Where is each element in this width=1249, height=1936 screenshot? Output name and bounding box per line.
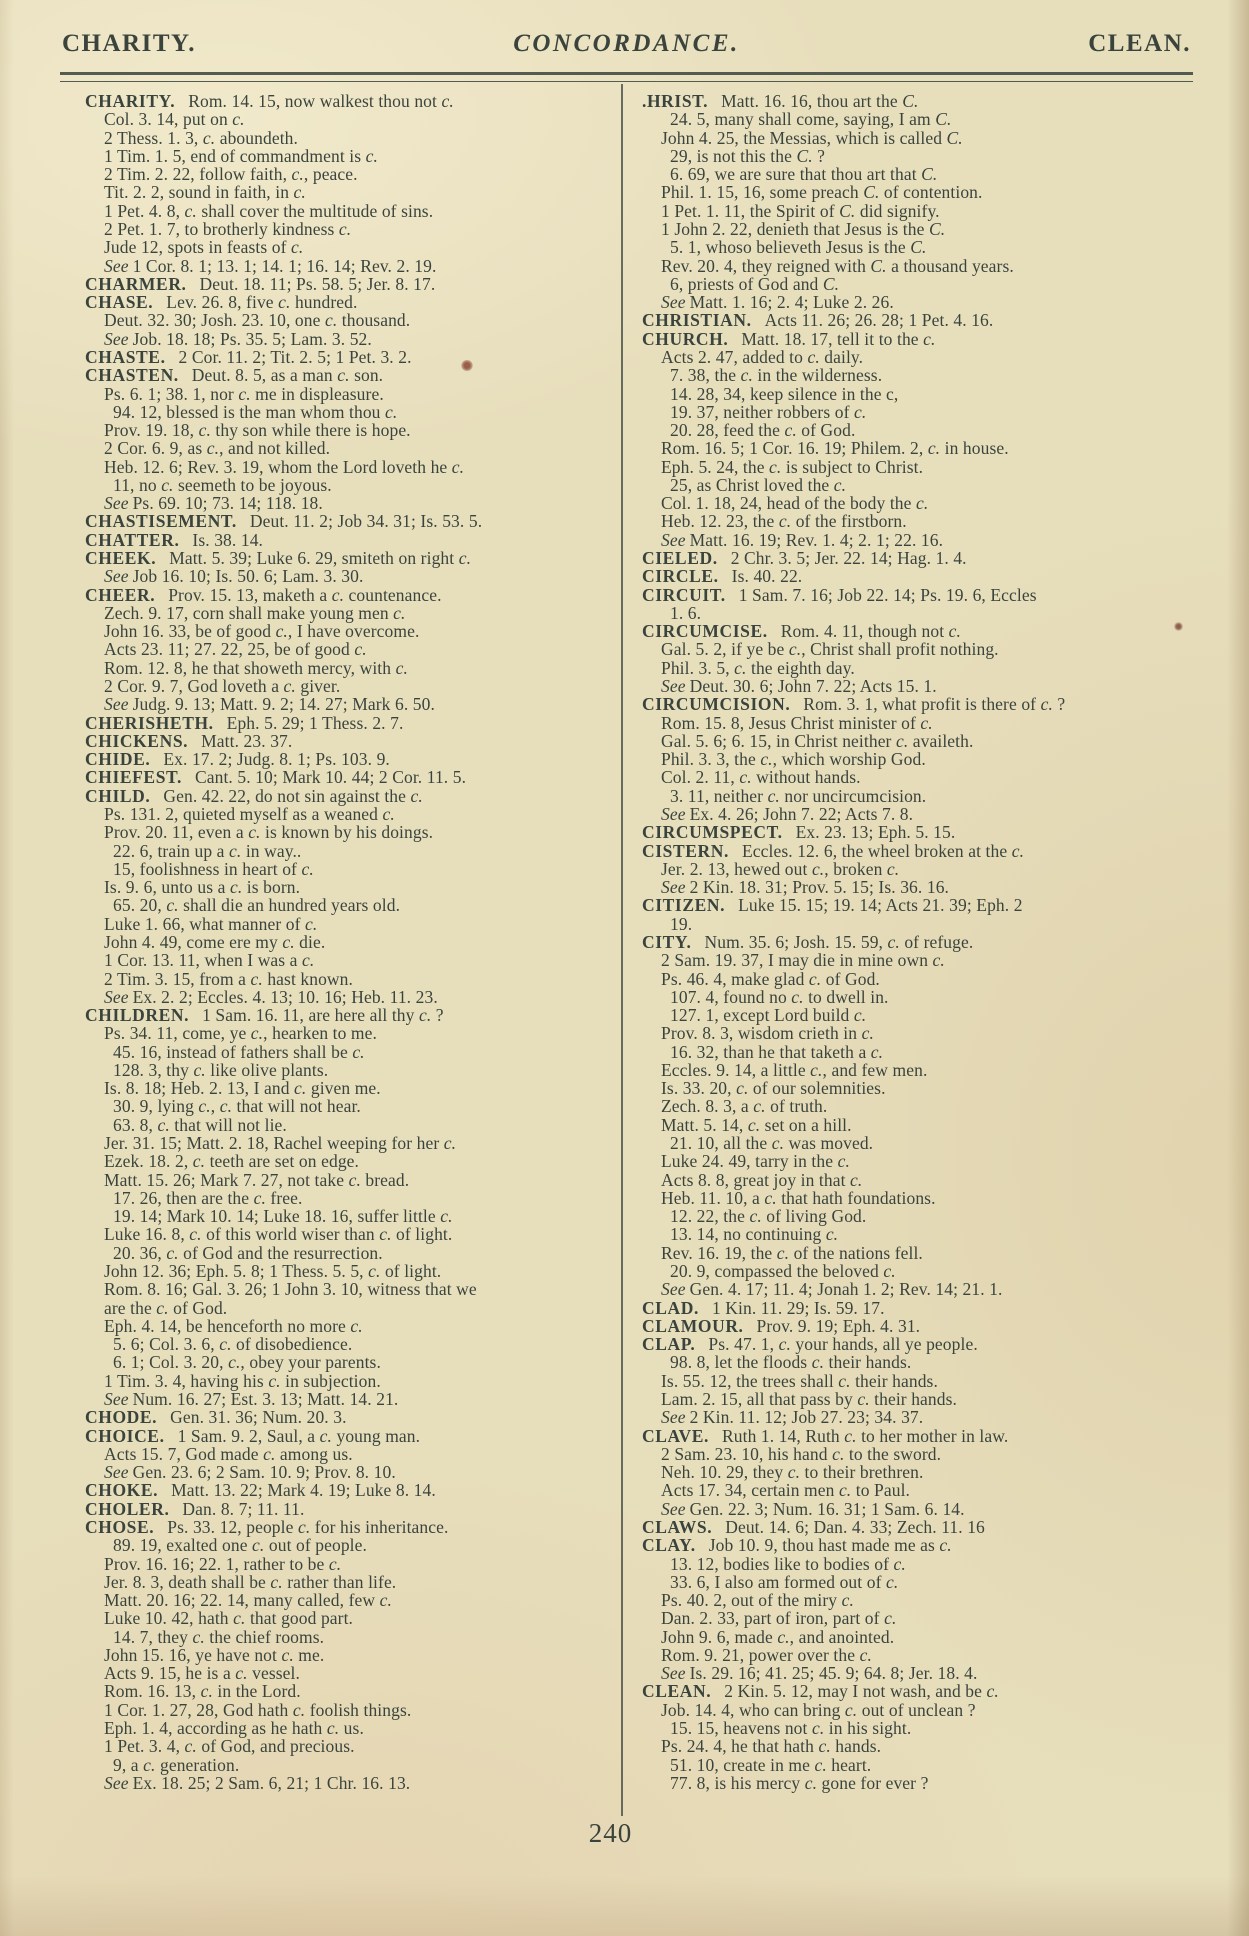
see-label: See [104,986,129,1007]
headword: CIELED. [642,548,718,569]
concordance-line: Prov. 19. 18, c. thy son while there is hope. [104,420,411,441]
concordance-line: See Ps. 69. 10; 73. 14; 118. 18. [104,493,323,514]
concordance-line: 127. 1, except Lord build c. [670,1005,867,1026]
concordance-line: Matt. 5. 14, c. set on a hill. [661,1114,852,1135]
headword: CHILD. [85,785,151,806]
see-label: See [104,328,129,349]
concordance-entry-line: CHEER. Prov. 15. 13, maketh a c. countenance. [85,584,442,605]
header-right-word: CLEAN. [1088,30,1191,57]
concordance-line: See Is. 29. 16; 41. 25; 45. 9; 64. 8; Jer. 18. 4. [661,1663,978,1684]
paper-stain [461,360,473,371]
concordance-line: 2 Cor. 6. 9, as c., and not killed. [104,438,331,459]
concordance-entry-line: CHICKENS. Matt. 23. 37. [85,730,293,751]
concordance-line: 1 Cor. 13. 11, when I was a c. [104,950,315,971]
concordance-line: are the c. of God. [104,1297,228,1318]
headword: CHASE. [85,292,154,313]
concordance-line: Zech. 9. 17, corn shall make young men c. [104,602,406,623]
concordance-entry-line: CLAMOUR. Prov. 9. 19; Eph. 4. 31. [642,1315,921,1336]
concordance-line: Rom. 9. 21, power over the c. [661,1644,872,1665]
concordance-line: 45. 16, instead of fathers shall be c. [113,1041,365,1062]
concordance-line: 1 John 2. 22, denieth that Jesus is the C. [661,218,946,239]
headword: CHURCH. [642,328,729,349]
concordance-line: Is. 33. 20, c. of our solemnities. [661,1078,886,1099]
see-label: See [661,1279,686,1300]
concordance-entry-line: CLAD. 1 Kin. 11. 29; Is. 59. 17. [642,1297,885,1318]
concordance-line: Acts 15. 7, God made c. among us. [104,1443,353,1464]
concordance-line: Heb. 11. 10, a c. that hath foundations. [661,1187,936,1208]
concordance-line: Jude 12, spots in feasts of c. [104,237,304,258]
concordance-line: Luke 16. 8, c. of this world wiser than c. of light. [104,1224,453,1245]
concordance-line: 2 Cor. 9. 7, God loveth a c. giver. [104,676,341,696]
concordance-line: See Job. 18. 18; Ps. 35. 5; Lam. 3. 52. [104,328,372,349]
headword: CHARITY. [85,91,176,111]
headword: CISTERN. [642,840,729,861]
see-label: See [661,877,686,898]
headword: CLAP. [642,1334,696,1355]
concordance-line: Ps. 131. 2, quieted myself as a weaned c. [104,803,395,824]
concordance-line: 5. 6; Col. 3. 6, c. of disobedience. [113,1334,353,1355]
concordance-line: See 1 Cor. 8. 1; 13. 1; 14. 1; 16. 14; Rev. 2. 19. [104,255,437,276]
concordance-line: Eph. 4. 14, be henceforth no more c. [104,1315,363,1336]
concordance-entry-line: CIELED. 2 Chr. 3. 5; Jer. 22. 14; Hag. 1. 4. [642,548,967,569]
left-column [85,92,617,1792]
concordance-entry-line: CISTERN. Eccles. 12. 6, the wheel broken at the c. [642,840,1025,861]
headword: CHOICE. [85,1425,165,1446]
concordance-entry-line: CHRISTIAN. Acts 11. 26; 26. 28; 1 Pet. 4. 16. [642,310,994,331]
concordance-line: Ps. 46. 4, make glad c. of God. [661,968,880,989]
headword: CLAD. [642,1297,699,1318]
concordance-entry-line: CLAP. Ps. 47. 1, c. your hands, all ye people. [642,1334,978,1355]
concordance-entry-line: CLAY. Job 10. 9, thou hast made me as c. [642,1535,952,1556]
concordance-entry-line: CITY. Num. 35. 6; Josh. 15. 59, c. of refuge. [642,931,974,952]
concordance-line: 21. 10, all the c. was moved. [670,1133,874,1154]
concordance-entry-line: CITIZEN. Luke 15. 15; 19. 14; Acts 21. 39; Eph. 2 [642,895,1023,916]
concordance-line: Ps. 24. 4, he that hath c. hands. [661,1736,882,1757]
concordance-line: 1. 6. [670,602,702,623]
concordance-line: See Deut. 30. 6; John 7. 22; Acts 15. 1. [661,676,937,696]
concordance-line: Is. 55. 12, the trees shall c. their hands. [661,1370,938,1391]
concordance-line: Jer. 8. 3, death shall be c. rather than life. [104,1571,397,1592]
concordance-line: 13. 12, bodies like to bodies of c. [670,1553,906,1574]
concordance-entry-line: CHASTE. 2 Cor. 11. 2; Tit. 2. 5; 1 Pet. 3. 2. [85,346,412,367]
headword: CHRISTIAN. [642,310,752,331]
concordance-line: Phil. 1. 15, 16, some preach C. of contention. [661,182,983,203]
concordance-line: Rev. 20. 4, they reigned with C. a thousand years. [661,255,1014,276]
concordance-line: 14. 7, they c. the chief rooms. [113,1626,325,1647]
concordance-line: John 9. 6, made c., and anointed. [661,1626,895,1647]
concordance-line: 24. 5, many shall come, saying, I am C. [670,109,952,130]
concordance-line: 1 Pet. 3. 4, c. of God, and precious. [104,1736,355,1757]
concordance-line: Gal. 5. 2, if ye be c., Christ shall profit nothing. [661,639,999,660]
concordance-line: 2 Tim. 2. 22, follow faith, c., peace. [104,164,358,185]
concordance-entry-line: CLAVE. Ruth 1. 14, Ruth c. to her mother in law. [642,1425,1009,1446]
concordance-line: 25, as Christ loved the c. [670,474,847,495]
concordance-line: Prov. 20. 11, even a c. is known by his doings. [104,822,434,843]
concordance-line: 20. 9, compassed the beloved c. [670,1261,896,1281]
see-label: See [104,493,129,514]
concordance-line: 11, no c. seemeth to be joyous. [113,474,332,495]
concordance-line: Lam. 2. 15, all that pass by c. their hands. [661,1388,958,1409]
concordance-line: Rom. 15. 8, Jesus Christ minister of c. [661,712,933,733]
concordance-line: Rom. 12. 8, he that showeth mercy, with c. [104,657,408,678]
concordance-line: 9, a c. generation. [113,1754,240,1775]
concordance-line: See Judg. 9. 13; Matt. 9. 2; 14. 27; Mark 6. 50. [104,694,435,715]
concordance-line: Heb. 12. 23, the c. of the firstborn. [661,511,907,532]
concordance-line: 1 Tim. 1. 5, end of commandment is c. [104,145,378,166]
headword: CIRCUMSPECT. [642,822,783,843]
concordance-line: Acts 17. 34, certain men c. to Paul. [661,1480,911,1501]
concordance-line: John 16. 33, be of good c., I have overcome. [104,621,420,642]
concordance-line: See 2 Kin. 18. 31; Prov. 5. 15; Is. 36. 16. [661,877,950,898]
concordance-line: Deut. 32. 30; Josh. 23. 10, one c. thousand. [104,310,411,331]
concordance-entry-line: CIRCLE. Is. 40. 22. [642,566,803,587]
see-label: See [661,1498,686,1519]
concordance-entry-line: CHOKE. Matt. 13. 22; Mark 4. 19; Luke 8. 14. [85,1480,436,1501]
concordance-line: 6, priests of God and C. [670,273,840,294]
see-label: See [661,1407,686,1428]
see-label: See [104,1772,129,1793]
concordance-line: 29, is not this the C. ? [670,145,826,166]
concordance-entry-line: CHOICE. 1 Sam. 9. 2, Saul, a c. young man. [85,1425,421,1446]
concordance-line: Rom. 8. 16; Gal. 3. 26; 1 John 3. 10, witness that we [104,1279,477,1300]
concordance-line: See Gen. 22. 3; Num. 16. 31; 1 Sam. 6. 14. [661,1498,965,1519]
paper-stain [1174,622,1183,631]
headword: CHIDE. [85,749,151,770]
concordance-line: 1 Tim. 3. 4, having his c. in subjection. [104,1370,381,1391]
concordance-line: Phil. 3. 5, c. the eighth day. [661,657,855,678]
concordance-line: John 12. 36; Eph. 5. 8; 1 Thess. 5. 5, c. of light. [104,1261,442,1281]
concordance-entry-line: CHASE. Lev. 26. 8, five c. hundred. [85,292,358,313]
concordance-line: 33. 6, I also am formed out of c. [670,1571,899,1592]
column-divider-rule [621,84,623,1816]
concordance-line: Acts 23. 11; 27. 22, 25, be of good c. [104,639,367,660]
concordance-line: Acts 2. 47, added to c. daily. [661,346,864,367]
concordance-line: Matt. 20. 16; 22. 14, many called, few c. [104,1590,392,1611]
concordance-line: 22. 6, train up a c. in way.. [113,840,302,861]
concordance-entry-line: CHILD. Gen. 42. 22, do not sin against the c. [85,785,423,806]
right-column [642,92,1195,1792]
concordance-line: See Num. 16. 27; Est. 3. 13; Matt. 14. 21. [104,1388,399,1409]
see-label: See [661,676,686,696]
headword: CHIEFEST. [85,767,182,788]
concordance-entry-line: CHODE. Gen. 31. 36; Num. 20. 3. [85,1407,347,1428]
headword: CHICKENS. [85,730,189,751]
concordance-entry-line: CHERISHETH. Eph. 5. 29; 1 Thess. 2. 7. [85,712,404,733]
concordance-line: John 15. 16, ye have not c. me. [104,1644,325,1665]
concordance-entry-line: CIRCUMSPECT. Ex. 23. 13; Eph. 5. 15. [642,822,956,843]
concordance-line: Luke 10. 42, hath c. that good part. [104,1608,354,1629]
concordance-line: Eph. 5. 24, the c. is subject to Christ. [661,456,924,477]
concordance-line: 30. 9, lying c., c. that will not hear. [113,1096,361,1117]
header-rule [60,72,1193,82]
concordance-line: 94. 12, blessed is the man whom thou c. [113,401,398,422]
concordance-entry-line: CLAWS. Deut. 14. 6; Dan. 4. 33; Zech. 11. 16 [642,1516,985,1537]
concordance-line: Rom. 16. 13, c. in the Lord. [104,1681,301,1702]
concordance-entry-line: CHATTER. Is. 38. 14. [85,529,264,550]
concordance-entry-line: CHURCH. Matt. 18. 17, tell it to the c. [642,328,936,349]
concordance-entry-line: CLEAN. 2 Kin. 5. 12, may I not wash, and be c. [642,1681,999,1702]
concordance-line: 6. 1; Col. 3. 20, c., obey your parents. [113,1352,381,1373]
concordance-line: Zech. 8. 3, a c. of truth. [661,1096,828,1117]
headword: CHASTE. [85,346,166,367]
concordance-line: 2 Thess. 1. 3, c. aboundeth. [104,127,298,148]
concordance-line: See Job 16. 10; Is. 50. 6; Lam. 3. 30. [104,566,364,587]
concordance-line: Col. 3. 14, put on c. [104,109,245,130]
concordance-line: See Ex. 4. 26; John 7. 22; Acts 7. 8. [661,803,914,824]
headword: CHOSE. [85,1516,155,1537]
headword: CHERISHETH. [85,712,214,733]
headword: CLAVE. [642,1425,709,1446]
concordance-line: 1 Cor. 1. 27, 28, God hath c. foolish things. [104,1699,412,1720]
concordance-entry-line: CHIDE. Ex. 17. 2; Judg. 8. 1; Ps. 103. 9. [85,749,390,770]
concordance-line: Dan. 2. 33, part of iron, part of c. [661,1608,897,1629]
headword: CHARMER. [85,273,187,294]
headword: CLAWS. [642,1516,713,1537]
concordance-line: 63. 8, c. that will not lie. [113,1114,287,1135]
concordance-line: 19. 14; Mark 10. 14; Luke 18. 16, suffer little c. [113,1206,453,1227]
concordance-line: See 2 Kin. 11. 12; Job 27. 23; 34. 37. [661,1407,924,1428]
concordance-line: Heb. 12. 6; Rev. 3. 19, whom the Lord loveth he c. [104,456,465,477]
concordance-entry-line: CIRCUIT. 1 Sam. 7. 16; Job 22. 14; Ps. 19. 6, Eccles [642,584,1037,605]
see-label: See [661,292,686,313]
concordance-line: Phil. 3. 3, the c., which worship God. [661,749,926,770]
concordance-line: 3. 11, neither c. nor uncircumcision. [670,785,927,806]
concordance-line: 107. 4, found no c. to dwell in. [670,986,889,1007]
concordance-line: Luke 24. 49, tarry in the c. [661,1151,850,1172]
concordance-line: Is. 8. 18; Heb. 2. 13, I and c. given me. [104,1078,381,1099]
concordance-line: 15, foolishness in heart of c. [113,858,314,879]
see-label: See [104,255,129,276]
concordance-line: 15. 15, heavens not c. in his sight. [670,1718,912,1739]
headword: CIRCUMCISE. [642,621,768,642]
concordance-line: Luke 1. 66, what manner of c. [104,913,318,934]
concordance-line: 19. [670,913,693,934]
concordance-line: 1 Pet. 1. 11, the Spirit of C. did signify. [661,200,940,221]
headword: CIRCLE. [642,566,719,587]
concordance-line: 13. 14, no continuing c. [670,1224,839,1245]
concordance-line: Eph. 1. 4, according as he hath c. us. [104,1718,364,1739]
headword: CITY. [642,931,692,952]
concordance-line: John 4. 25, the Messias, which is called C. [661,127,963,148]
headword: CHASTISEMENT. [85,511,237,532]
concordance-line: Col. 1. 18, 24, head of the body the c. [661,493,929,514]
concordance-entry-line: CHILDREN. 1 Sam. 16. 11, are here all thy c. ? [85,1005,444,1026]
concordance-line: Col. 2. 11, c. without hands. [661,767,861,788]
concordance-line: Tit. 2. 2, sound in faith, in c. [104,182,306,203]
concordance-entry-line: CHOLER. Dan. 8. 7; 11. 11. [85,1498,305,1519]
concordance-line: 5. 1, whoso believeth Jesus is the C. [670,237,927,258]
see-label: See [104,566,129,587]
header-left-word: CHARITY. [62,30,197,57]
headword: CLAY. [642,1535,696,1556]
headword: CHASTEN. [85,365,179,386]
see-label: See [661,529,686,550]
concordance-line: 7. 38, the c. in the wilderness. [670,365,883,386]
headword: CIRCUIT. [642,584,726,605]
headword: CLEAN. [642,1681,712,1702]
concordance-line: 20. 36, c. of God and the resurrection. [113,1242,383,1263]
headword: CHEER. [85,584,156,605]
concordance-line: See Gen. 23. 6; 2 Sam. 10. 9; Prov. 8. 10. [104,1462,396,1483]
header-title: CONCORDANCE. [513,30,740,57]
concordance-line: 77. 8, is his mercy c. gone for ever ? [670,1772,929,1793]
concordance-line: 2 Tim. 3. 15, from a c. hast known. [104,968,353,989]
headword: CHODE. [85,1407,158,1428]
concordance-line: See Gen. 4. 17; 11. 4; Jonah 1. 2; Rev. 14; 21. 1. [661,1279,1003,1300]
concordance-line: Ps. 6. 1; 38. 1, nor c. me in displeasure. [104,383,384,404]
concordance-line: 20. 28, feed the c. of God. [670,420,856,441]
concordance-entry-line: CHARMER. Deut. 18. 11; Ps. 58. 5; Jer. 8. 17. [85,273,436,294]
concordance-line: Job. 14. 4, who can bring c. out of unclean ? [661,1699,976,1720]
concordance-line: Rev. 16. 19, the c. of the nations fell. [661,1242,923,1263]
concordance-line: Ezek. 18. 2, c. teeth are set on edge. [104,1151,360,1172]
concordance-line: 98. 8, let the floods c. their hands. [670,1352,912,1373]
page-footer [0,1818,1249,1849]
concordance-line: Prov. 8. 3, wisdom crieth in c. [661,1023,874,1044]
concordance-entry-line: CIRCUMCISE. Rom. 4. 11, though not c. [642,621,961,642]
headword: CHOLER. [85,1498,170,1519]
concordance-line: See Ex. 18. 25; 2 Sam. 6, 21; 1 Chr. 16. 13. [104,1772,411,1793]
concordance-entry-line: CHASTEN. Deut. 8. 5, as a man c. son. [85,365,384,386]
concordance-line: Neh. 10. 29, they c. to their brethren. [661,1462,924,1483]
concordance-entry-line: CHEEK. Matt. 5. 39; Luke 6. 29, smiteth on right c. [85,548,472,569]
concordance-line: Rom. 16. 5; 1 Cor. 16. 19; Philem. 2, c. in house. [661,438,1009,459]
headword: CIRCUMCISION. [642,694,791,715]
running-header [62,30,1191,64]
concordance-line: 19. 37, neither robbers of c. [670,401,867,422]
concordance-line: Prov. 16. 16; 22. 1, rather to be c. [104,1553,342,1574]
concordance-line: See Matt. 1. 16; 2. 4; Luke 2. 26. [661,292,894,313]
concordance-line: See Matt. 16. 19; Rev. 1. 4; 2. 1; 22. 16. [661,529,944,550]
headword: CITIZEN. [642,895,726,916]
concordance-line: 128. 3, thy c. like olive plants. [113,1059,329,1080]
concordance-line: Jer. 2. 13, hewed out c., broken c. [661,858,900,879]
concordance-line: Eccles. 9. 14, a little c., and few men. [661,1059,928,1080]
headword: CHATTER. [85,529,180,550]
concordance-line: Acts 9. 15, he is a c. vessel. [104,1663,300,1684]
concordance-line: 6. 69, we are sure that thou art that C. [670,164,938,185]
page-number: 240 [588,1818,633,1848]
headword: CHEEK. [85,548,157,569]
concordance-line: 2 Pet. 1. 7, to brotherly kindness c. [104,218,352,239]
concordance-entry-line: CHASTISEMENT. Deut. 11. 2; Job 34. 31; Is. 53. 5. [85,511,483,532]
concordance-entry-line: CIRCUMCISION. Rom. 3. 1, what profit is there of c. ? [642,694,1066,715]
concordance-line: 51. 10, create in me c. heart. [670,1754,872,1775]
concordance-line: Matt. 15. 26; Mark 7. 27, not take c. bread. [104,1169,410,1190]
see-label: See [661,803,686,824]
see-label: See [104,1388,129,1409]
headword: CLAMOUR. [642,1315,744,1336]
concordance-line: 2 Sam. 23. 10, his hand c. to the sword. [661,1443,942,1464]
headword: CHILDREN. [85,1005,190,1026]
concordance-line: See Ex. 2. 2; Eccles. 4. 13; 10. 16; Heb. 11. 23. [104,986,438,1007]
concordance-entry-line: CHIEFEST. Cant. 5. 10; Mark 10. 44; 2 Cor. 11. 5. [85,767,467,788]
concordance-line: Ps. 34. 11, come, ye c., hearken to me. [104,1023,377,1044]
concordance-line: John 4. 49, come ere my c. die. [104,931,326,952]
concordance-line: 89. 19, exalted one c. out of people. [113,1535,367,1556]
concordance-line: 65. 20, c. shall die an hundred years old. [113,895,401,916]
concordance-entry-line: CHARITY. Rom. 14. 15, now walkest thou not c. [85,91,454,111]
see-label: See [661,1663,686,1684]
headword: .HRIST. [642,91,709,111]
concordance-line: 17. 26, then are the c. free. [113,1187,303,1208]
see-label: See [104,1462,129,1483]
concordance-line: 1 Pet. 4. 8, c. shall cover the multitude of sins. [104,200,434,221]
concordance-line: 12. 22, the c. of living God. [670,1206,867,1227]
concordance-entry-line: .HRIST. Matt. 16. 16, thou art the C. [642,91,919,111]
headword: CHOKE. [85,1480,159,1501]
concordance-line: 14. 28, 34, keep silence in the c, [670,383,899,404]
concordance-line: Jer. 31. 15; Matt. 2. 18, Rachel weeping for her c. [104,1133,457,1154]
concordance-entry-line: CHOSE. Ps. 33. 12, people c. for his inheritance. [85,1516,449,1537]
concordance-line: Acts 8. 8, great joy in that c. [661,1169,863,1190]
see-label: See [104,694,129,715]
concordance-line: Ps. 40. 2, out of the miry c. [661,1590,854,1611]
concordance-line: 16. 32, than he that taketh a c. [670,1041,884,1062]
concordance-line: Is. 9. 6, unto us a c. is born. [104,877,301,898]
concordance-line: 2 Sam. 19. 37, I may die in mine own c. [661,950,945,971]
concordance-line: Gal. 5. 6; 6. 15, in Christ neither c. availeth. [661,730,974,751]
